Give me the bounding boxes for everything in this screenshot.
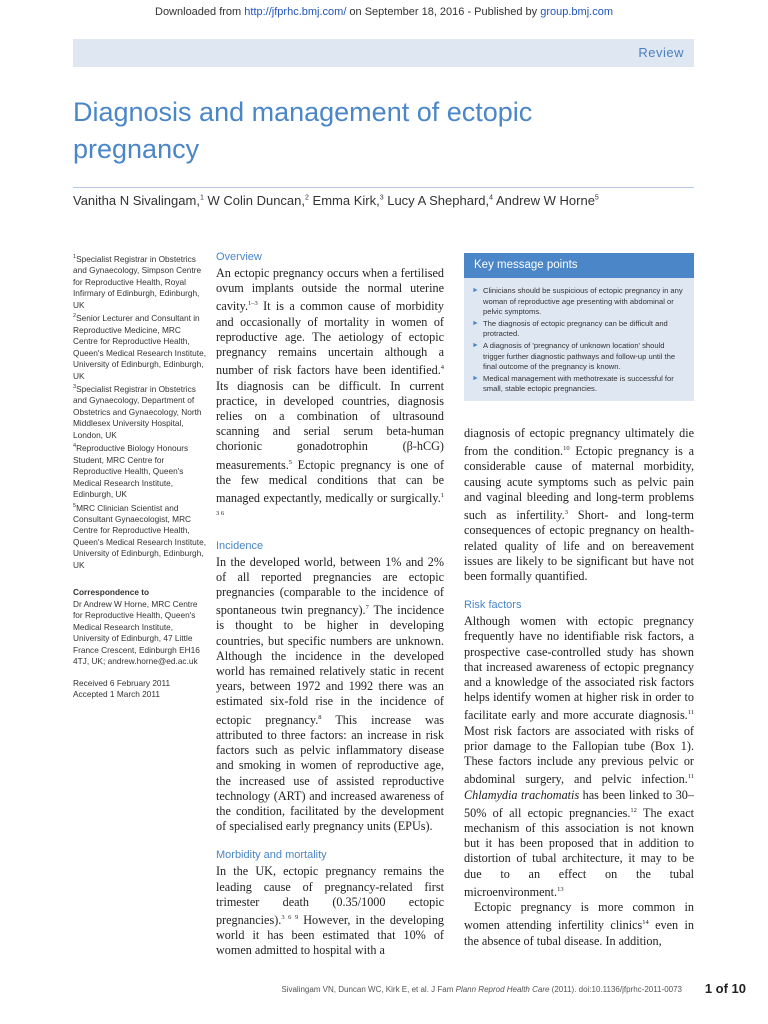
- journal-url-link[interactable]: http://jfprhc.bmj.com/: [244, 6, 347, 18]
- citation: 5: [288, 458, 293, 466]
- author-sup: 2: [305, 194, 309, 202]
- affiliation-text: MRC Clinician Scientist and Consultant Gynaecologist, MRC Centre for Reproductive Health, Queen's Medical Research Institute, University of Edinburgh, Edinburgh, UK: [73, 502, 207, 570]
- author: W Colin Duncan,: [203, 193, 305, 208]
- citation: 1 3 6: [216, 492, 444, 518]
- risk-factors-heading: Risk factors: [464, 599, 522, 612]
- overview-paragraph: [216, 266, 444, 525]
- key-message-heading: Key message points: [464, 253, 694, 278]
- text-run: An ectopic pregnancy occurs when a fertilised ovum implants outside the normal uterine cavity.: [216, 266, 444, 314]
- citation: 12: [630, 806, 637, 814]
- citation: 11: [687, 709, 694, 717]
- text-run: Sivalingam VN, Duncan WC, Kirk E, et al. J Fam: [281, 985, 456, 994]
- risk-paragraph: [464, 614, 694, 900]
- article-title: Diagnosis and management of ectopic pregnancy: [73, 97, 533, 164]
- correspondence-heading: Correspondence to: [73, 587, 150, 598]
- footer-journal: Plann Reprod Health Care: [455, 985, 550, 994]
- text-run: Ectopic pregnancy is one of the few medical conditions that can be managed expectantly, medically or surgically.: [216, 457, 444, 506]
- title-divider: [73, 187, 694, 188]
- citation: 3 6 9: [281, 913, 299, 921]
- text-run: Ectopic pregnancy is a considerable cause of maternal morbidity, causing acute symptoms such as pelvic pain and vaginal bleeding and long-term problems such as infertility.: [464, 444, 694, 523]
- species-name: Chlamydia trachomatis: [464, 787, 580, 802]
- key-message-item: [472, 319, 684, 340]
- text-run: However, in the developing world it has been estimated that 10% of women admitted to hospital with a: [216, 913, 445, 958]
- text-run: Short- and long-term consequences of ectopic pregnancy on health-related quality of life and on bereavement issues are likely to be significant but have not been formally quantified.: [464, 508, 694, 583]
- download-middle: on September 18, 2016 - Published by: [346, 6, 541, 18]
- author: Emma Kirk,: [308, 193, 380, 208]
- accepted-date: Accepted 1 March 2011: [73, 689, 161, 700]
- text-run: It is a common cause of morbidity and occasionally of mortality in women of reproductive age. The aetiology of ectopic pregnancy remains uncertain although a number of risk factors have been identified.: [216, 299, 444, 378]
- key-message-box: [464, 253, 694, 401]
- text-run: diagnosis of ectopic pregnancy ultimately die from the condition.: [464, 426, 694, 459]
- affiliation-sup: 1: [73, 254, 77, 260]
- author-sup: 4: [489, 194, 494, 202]
- triangle-bullet-icon: ►: [472, 319, 479, 327]
- affiliation: [73, 441, 208, 500]
- author: Vanitha N Sivalingam,: [73, 193, 200, 208]
- affiliation: [73, 252, 208, 311]
- author: Lucy A Shephard,: [383, 193, 490, 208]
- author-sup: 3: [379, 194, 384, 202]
- triangle-bullet-icon: ►: [472, 341, 479, 349]
- continuation-paragraph: [464, 426, 694, 584]
- citation: 4: [440, 364, 444, 372]
- key-message-text: Clinicians should be suspicious of ectopic pregnancy in any woman of reproductive age presenting with abdominal or pelvic symptoms.: [483, 286, 683, 317]
- affiliation-text: Specialist Registrar in Obstetrics and Gynaecology, Simpson Centre for Reproductive Health, Royal Infirmary of Edinburgh, Edinburgh, UK: [73, 253, 202, 310]
- key-message-text: A diagnosis of 'pregnancy of unknown location' should trigger further diagnostic pathways and follow-up until the final outcome of the pregnancy is known.: [483, 340, 676, 372]
- citation: 11: [687, 773, 694, 781]
- download-banner: [0, 6, 768, 18]
- author-sup: 1: [199, 194, 204, 202]
- main-column-right: [464, 426, 694, 949]
- section-bar: [73, 39, 694, 67]
- text-run: The exact mechanism of this association is not known but it has been proposed that in addition to distortion of tubal architecture, it may to be due to an effect on the tubal microenvironment.: [464, 805, 695, 899]
- affiliation-text: Reproductive Biology Honours Student, MRC Centre for Reproductive Health, Queen's Medical Research Institute, Edinburgh, UK: [73, 443, 189, 500]
- author-sup: 5: [594, 194, 599, 202]
- section-label: Review: [638, 45, 684, 60]
- citation: 1–3: [248, 300, 258, 308]
- affiliation-text: Specialist Registrar in Obstetrics and Gynaecology, Department of Obstetrics and Gynaecology, North Middlesex University Hospital, London, UK: [73, 383, 202, 440]
- key-message-text: Medical management with methotrexate is successful for small, stable ectopic pregnancies.: [483, 373, 674, 394]
- affiliation: [73, 311, 208, 382]
- citation: 8: [318, 713, 322, 721]
- text-run: Its diagnosis can be difficult. In current practice, in developed countries, diagnosis relies on a combination of ultrasound scanning and serial serum beta-human chorionic gonadotrophin (β-hCG) measurements.: [216, 378, 444, 472]
- citation: 7: [365, 604, 369, 612]
- footer-citation: [281, 985, 682, 994]
- key-message-item: [472, 374, 684, 395]
- affiliation-text: Senior Lecturer and Consultant in Reproductive Medicine, MRC Centre for Reproductive Health, Queen's Medical Research Institute, University of Edinburgh, Edinburgh, UK: [73, 313, 207, 381]
- affiliation-sup: 5: [73, 502, 77, 509]
- group-link[interactable]: group.bmj.com: [540, 6, 613, 18]
- affiliation: [73, 501, 208, 572]
- main-column-left: [216, 250, 444, 959]
- text-run: The incidence is thought to be higher in developing countries, but specific numbers are unknown. Although the incidence in the developed world has remained relatively static in recent years, between 1972 and 1992 there was an estimated six-fold rise in the incidence of ectopic pregnancy.: [216, 603, 444, 727]
- triangle-bullet-icon: ►: [472, 287, 479, 294]
- text-run: (2011). doi:10.1136/jfprhc-2011-0073: [549, 985, 682, 994]
- incidence-paragraph: [216, 555, 444, 835]
- text-run: Most risk factors are associated with risks of prior damage to the Fallopian tube (Box 1). These factors include any previous pelvic or abdominal surgery, and pelvic infection.: [464, 723, 694, 787]
- triangle-bullet-icon: ►: [472, 374, 479, 382]
- morbidity-heading: Morbidity and mortality: [216, 849, 327, 862]
- text-run: even in the absence of tubal disease. In addition,: [464, 918, 694, 948]
- text-run: In the developed world, between 1% and 2% of all reported pregnancies are ectopic pregnancies (comparable to the incidence of spontaneous twin pregnancy).: [216, 554, 444, 618]
- key-message-item: [472, 341, 684, 373]
- citation: 10: [563, 445, 570, 453]
- affiliation: [73, 382, 208, 441]
- text-run: Ectopic pregnancy is more common in women attending infertility clinics: [464, 900, 694, 933]
- author: Andrew W Horne: [493, 193, 595, 208]
- page-footer: [0, 983, 768, 997]
- text-run: This increase was attributed to three factors: an increase in risk factors such as pelvic inflammatory disease and smoking in women of reproductive age, the increased use of assisted reproductive technology (ART) and increased awareness of the condition, facilitated by the development of specialised early pregnancy units (EPUs).: [216, 712, 444, 834]
- key-message-text: The diagnosis of ectopic pregnancy can be difficult and protracted.: [483, 318, 668, 339]
- affiliation-sup: 3: [73, 384, 77, 391]
- citation: 13: [557, 885, 564, 893]
- text-run: Although women with ectopic pregnancy frequently have no identifiable risk factors, a prospective case-controlled study has shown that increased awareness of ectopic pregnancy and a knowledge of the associated risk factors helps identify women at higher risk in order to facilitate early and more accurate diagnosis.: [464, 614, 694, 723]
- page-number: 1 of 10: [704, 981, 746, 996]
- morbidity-paragraph: [216, 864, 444, 958]
- text-run: In the UK, ectopic pregnancy remains the leading cause of pregnancy-related first trimester death (0.35/1000 ectopic pregnancies).: [216, 864, 444, 928]
- text-run: has been linked to 30–50% of all ectopic pregnancies.: [464, 787, 694, 820]
- key-message-list: [472, 286, 684, 395]
- risk-paragraph-2: [464, 900, 694, 949]
- affiliations-sidebar: [73, 252, 208, 701]
- citation: 3: [564, 509, 568, 517]
- key-message-item: [472, 286, 684, 318]
- citation: 14: [642, 919, 649, 927]
- received-date: Received 6 February 2011: [73, 677, 171, 688]
- author-list: [73, 193, 694, 208]
- overview-heading: Overview: [216, 251, 262, 263]
- affiliation-sup: 2: [73, 313, 77, 320]
- affiliation-sup: 4: [73, 443, 77, 450]
- download-prefix: Downloaded from: [155, 6, 245, 18]
- correspondence-text: Dr Andrew W Horne, MRC Centre for Reproductive Health, Queen's Medical Research Institute, University of Edinburgh, 47 Little France Crescent, Edinburgh EH16 4TJ, UK; andrew.horne@ed.ac.uk: [73, 598, 200, 667]
- incidence-heading: Incidence: [216, 539, 264, 552]
